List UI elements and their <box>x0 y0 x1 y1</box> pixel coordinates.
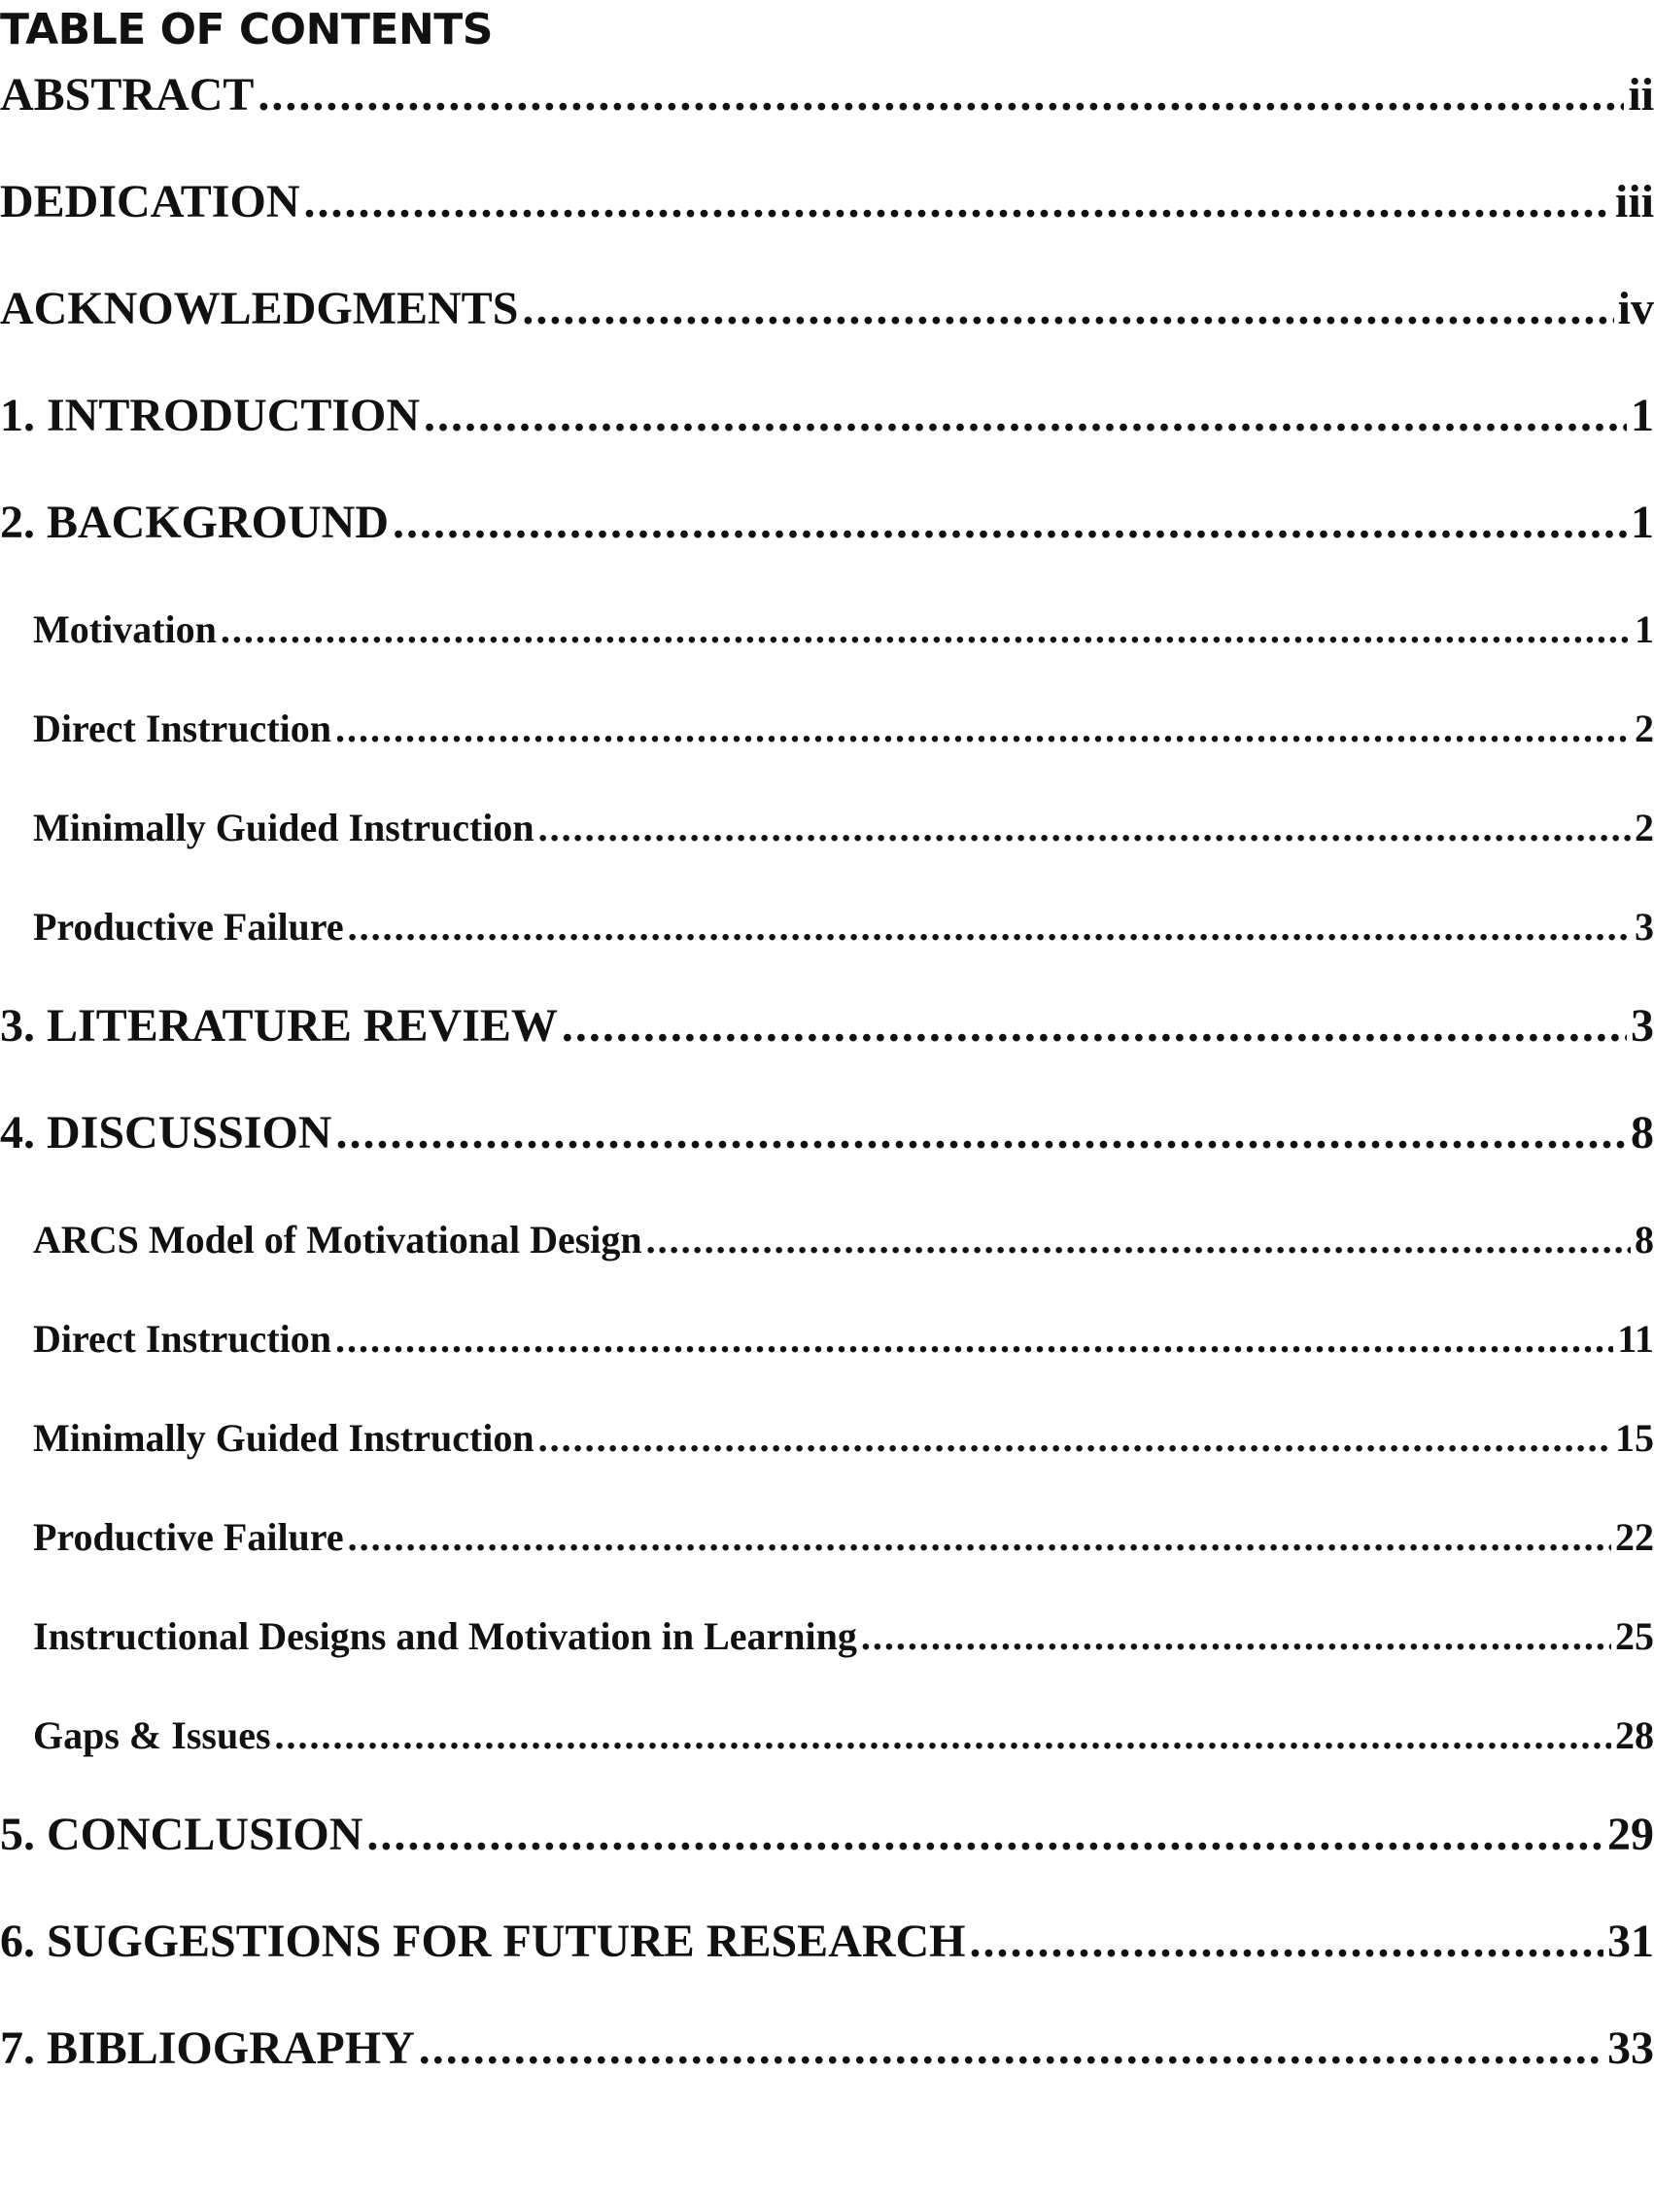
toc-entry-page-number: 8 <box>1631 1107 1654 1158</box>
dot-leader <box>335 704 1631 754</box>
dot-leader <box>970 1913 1603 1971</box>
toc-heading: TABLE OF CONTENTS <box>0 5 493 54</box>
dot-leader <box>538 803 1631 853</box>
toc-entry-page-number: 3 <box>1631 1000 1654 1052</box>
toc-entry[interactable] <box>0 605 1654 655</box>
dot-leader <box>348 902 1631 952</box>
toc-entry-title: ARCS Model of Motivational Design <box>33 1218 642 1262</box>
toc-entry-title: 2. BACKGROUND <box>0 497 390 548</box>
toc-entry[interactable] <box>0 66 1654 124</box>
toc-entry-title: 4. DISCUSSION <box>0 1107 332 1158</box>
toc-entry[interactable] <box>0 902 1654 952</box>
toc-entry[interactable] <box>0 173 1654 231</box>
toc-entry-page-number: 22 <box>1615 1515 1654 1559</box>
dot-leader <box>522 280 1613 338</box>
dot-leader <box>646 1215 1631 1265</box>
toc-entry-page-number: 8 <box>1635 1218 1654 1262</box>
toc-entry-page-number: 2 <box>1635 806 1654 849</box>
toc-entry-page-number: 1 <box>1631 497 1654 548</box>
toc-entry-title: ABSTRACT <box>0 69 255 121</box>
toc-entry-title: Minimally Guided Instruction <box>33 1416 534 1460</box>
toc-entry-title: 1. INTRODUCTION <box>0 390 421 441</box>
toc-entry[interactable] <box>0 2020 1654 2078</box>
toc-entry[interactable] <box>0 280 1654 338</box>
toc-entry-page-number: 28 <box>1615 1713 1654 1757</box>
toc-entry-page-number: 11 <box>1617 1317 1654 1361</box>
toc-entry-title: Minimally Guided Instruction <box>33 806 534 849</box>
toc-entry-title: Instructional Designs and Motivation in Learning <box>33 1614 857 1658</box>
toc-entry-page-number: 29 <box>1607 1809 1654 1860</box>
toc-entry-page-number: 25 <box>1615 1614 1654 1658</box>
dot-leader <box>221 605 1631 655</box>
toc-entry-title: Productive Failure <box>33 905 344 949</box>
dot-leader <box>348 1512 1611 1563</box>
toc-entry-page-number: iv <box>1617 283 1654 334</box>
dot-leader <box>538 1413 1611 1464</box>
dot-leader <box>335 1104 1627 1162</box>
toc-entry[interactable] <box>0 494 1654 552</box>
dot-leader <box>258 66 1624 124</box>
toc-entry-page-number: ii <box>1628 69 1654 121</box>
dot-leader <box>275 1711 1611 1761</box>
dot-leader <box>424 387 1627 445</box>
toc-entry-title: DEDICATION <box>0 176 300 227</box>
toc-entry-title: Motivation <box>33 607 217 651</box>
dot-leader <box>335 1314 1613 1365</box>
toc-entry[interactable] <box>0 997 1654 1055</box>
toc-entry-title: 3. LITERATURE REVIEW <box>0 1000 558 1052</box>
toc-entry-title: Gaps & Issues <box>33 1713 271 1757</box>
toc-entry-page-number: 31 <box>1607 1916 1654 1967</box>
toc-entry[interactable] <box>0 1711 1654 1761</box>
dot-leader <box>393 494 1627 552</box>
toc-entry-page-number: 1 <box>1631 390 1654 441</box>
dot-leader <box>366 1806 1603 1864</box>
toc-entry-page-number: 1 <box>1635 607 1654 651</box>
toc-entry[interactable] <box>0 1806 1654 1864</box>
toc-entry-title: ACKNOWLEDGMENTS <box>0 283 519 334</box>
dot-leader <box>419 2020 1603 2078</box>
toc-entry-title: 7. BIBLIOGRAPHY <box>0 2022 415 2074</box>
toc-entry-page-number: 33 <box>1607 2022 1654 2074</box>
toc-entry-title: Direct Instruction <box>33 1317 331 1361</box>
toc-entry[interactable] <box>0 704 1654 754</box>
toc-entry[interactable] <box>0 387 1654 445</box>
toc-entry[interactable] <box>0 1512 1654 1563</box>
dot-leader <box>861 1611 1611 1662</box>
toc-entry[interactable] <box>0 1215 1654 1265</box>
toc-entry-page-number: 2 <box>1635 707 1654 750</box>
toc-entry[interactable] <box>0 1913 1654 1971</box>
toc-entry-page-number: 15 <box>1615 1416 1654 1460</box>
toc-entry-page-number: iii <box>1614 176 1654 227</box>
toc-entry-title: Productive Failure <box>33 1515 344 1559</box>
toc-entry-page-number: 3 <box>1635 905 1654 949</box>
toc-entry[interactable] <box>0 1413 1654 1464</box>
dot-leader <box>562 997 1627 1055</box>
toc-entry-title: 5. CONCLUSION <box>0 1809 363 1860</box>
dot-leader <box>303 173 1611 231</box>
toc-entry[interactable] <box>0 803 1654 853</box>
toc-entry[interactable] <box>0 1314 1654 1365</box>
toc-entry[interactable] <box>0 1104 1654 1162</box>
toc-entry-title: Direct Instruction <box>33 707 331 750</box>
toc-entry-title: 6. SUGGESTIONS FOR FUTURE RESEARCH <box>0 1916 966 1967</box>
toc-entry[interactable] <box>0 1611 1654 1662</box>
